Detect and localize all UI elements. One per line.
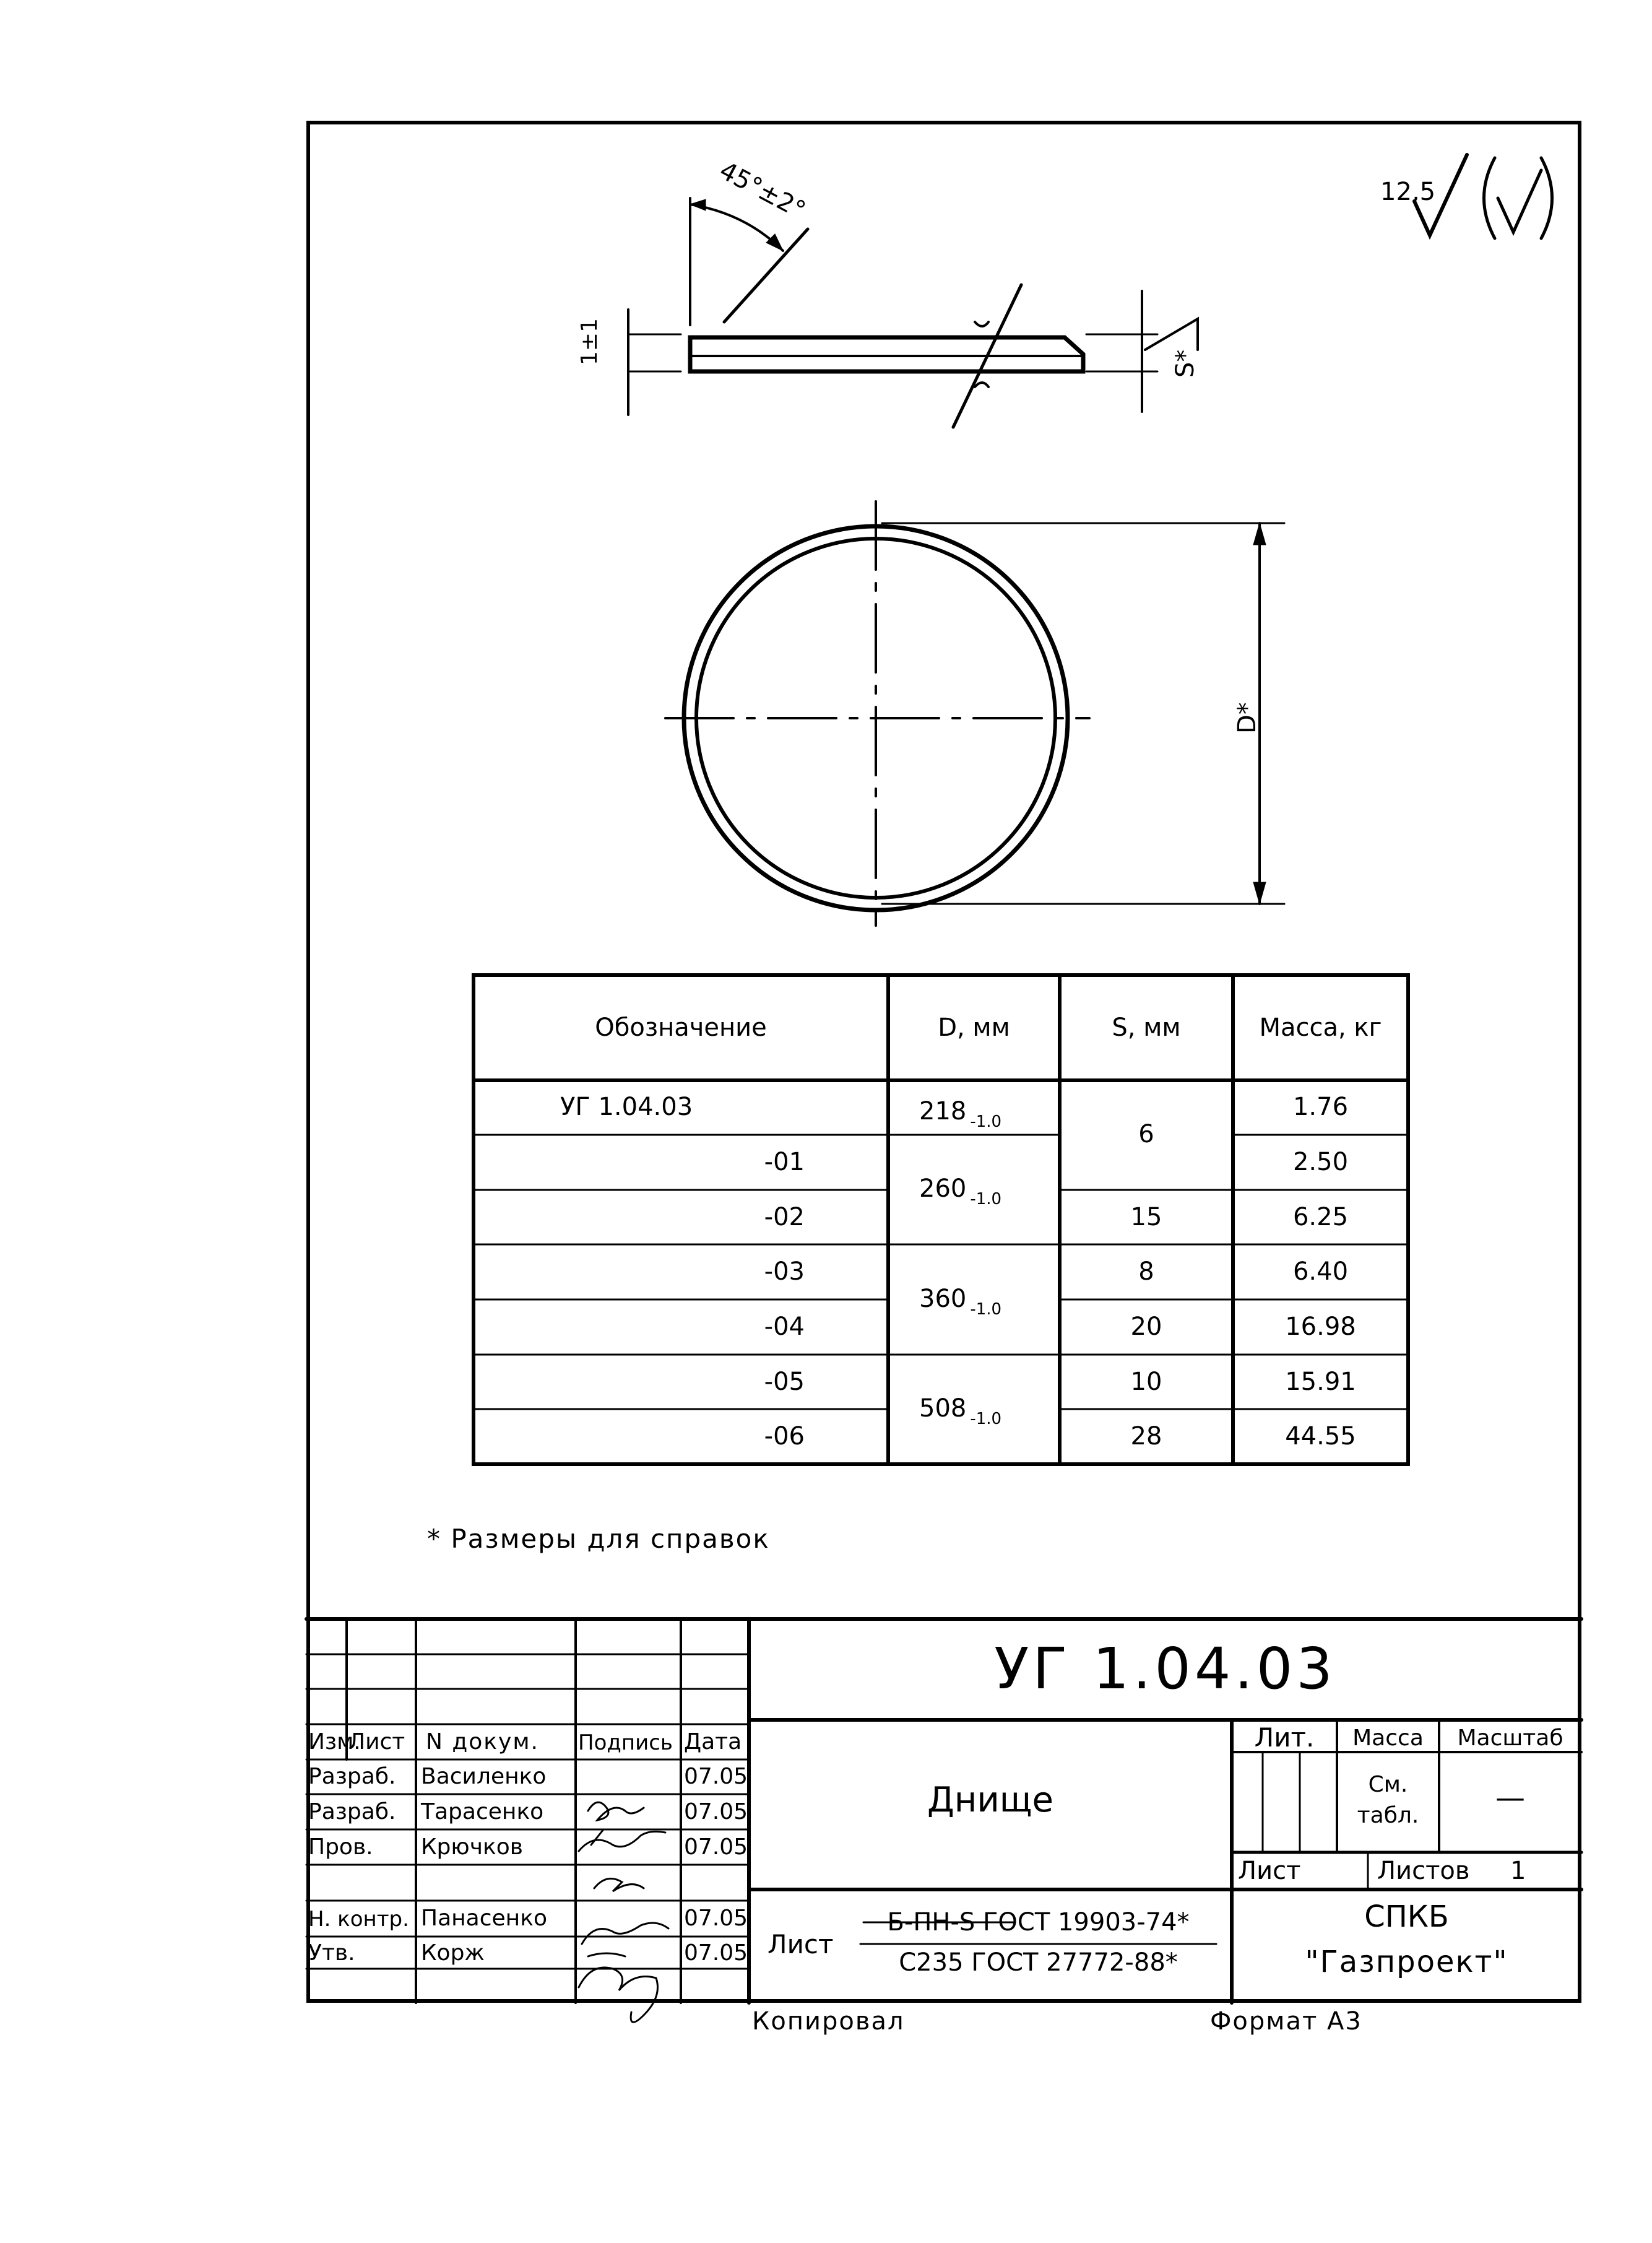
- material-bottom: С235 ГОСТ 27772-88*: [899, 1948, 1178, 1977]
- material-top: Б-ПН-S ГОСТ 19903-74*: [887, 1908, 1190, 1937]
- col-ndoc: N докум.: [426, 1729, 539, 1755]
- mass-value: 44.55: [1285, 1422, 1356, 1451]
- role: Утв.: [308, 1940, 355, 1966]
- s-value: 10: [1130, 1368, 1162, 1396]
- role: Разраб.: [308, 1764, 396, 1789]
- sign-date: 07.05: [684, 1799, 748, 1824]
- d-value: 260 $_{-1.0}$: [919, 1174, 1002, 1208]
- part-name: Днище: [927, 1780, 1053, 1820]
- table-row-designation: -02: [764, 1203, 805, 1231]
- d-value: 508 $_{-1.0}$: [919, 1394, 1002, 1428]
- header-mass: Масса, кг: [1259, 1013, 1382, 1042]
- d-value: 360 $_{-1.0}$: [919, 1285, 1002, 1319]
- org-line1: СПКБ: [1364, 1899, 1449, 1934]
- person-name: Панасенко: [421, 1906, 547, 1931]
- signatures: [579, 1802, 668, 2022]
- role: Пров.: [308, 1834, 373, 1860]
- header-d: D, мм: [938, 1013, 1010, 1042]
- table-row-designation: УГ 1.04.03: [560, 1093, 693, 1121]
- d-value: 218 $_{-1.0}$: [919, 1097, 1002, 1131]
- thickness-label: S*: [1171, 349, 1200, 378]
- material-prefix: Лист: [768, 1929, 834, 1959]
- person-name: Тарасенко: [421, 1799, 544, 1824]
- mass-value: 6.25: [1292, 1203, 1349, 1231]
- diameter-label: D*: [1233, 702, 1261, 734]
- scale-label: Масштаб: [1457, 1725, 1563, 1751]
- s-value: 6: [1138, 1120, 1154, 1148]
- mass-value: 16.98: [1285, 1312, 1356, 1341]
- col-list: Лист: [348, 1729, 405, 1755]
- table-row-designation: -01: [764, 1148, 805, 1176]
- role: Разраб.: [308, 1799, 396, 1824]
- mass-value: 2.50: [1292, 1148, 1349, 1176]
- roughness-label: 12,5: [1380, 178, 1436, 206]
- table-row-designation: -04: [764, 1312, 805, 1341]
- table-row-designation: -03: [764, 1257, 805, 1286]
- col-sign: Подпись: [578, 1730, 673, 1755]
- s-value: 8: [1138, 1257, 1154, 1286]
- angle-label: 45°±2°: [714, 156, 810, 225]
- sign-date: 07.05: [684, 1940, 748, 1966]
- col-izm: Изм.: [308, 1729, 361, 1755]
- gap-label: 1±1: [577, 318, 602, 365]
- sign-date: 07.05: [684, 1906, 748, 1931]
- col-date: Дата: [684, 1729, 742, 1755]
- sheets-label: Листов: [1377, 1857, 1470, 1885]
- mass-value: 6.40: [1292, 1257, 1349, 1286]
- person-name: Василенко: [421, 1764, 547, 1789]
- person-name: Корж: [421, 1940, 485, 1966]
- person-name: Крючков: [421, 1834, 523, 1860]
- s-value: 20: [1130, 1312, 1162, 1341]
- reference-note: * Размеры для справок: [427, 1524, 770, 1554]
- sign-date: 07.05: [684, 1834, 748, 1860]
- lit-label: Лит.: [1254, 1722, 1315, 1753]
- sheets-count: 1: [1510, 1857, 1526, 1885]
- mass-value-line2: табл.: [1357, 1803, 1419, 1828]
- mass-value: 15.91: [1285, 1368, 1356, 1396]
- mass-value: 1.76: [1292, 1093, 1349, 1121]
- header-designation: Обозначение: [595, 1013, 767, 1042]
- sign-date: 07.05: [684, 1764, 748, 1789]
- roughness-symbol-bracketed: [1484, 158, 1552, 238]
- s-value: 15: [1130, 1203, 1162, 1231]
- scale-value: —: [1495, 1781, 1525, 1815]
- header-s: S, мм: [1112, 1013, 1181, 1042]
- org-line2: "Газпроект": [1305, 1945, 1508, 1979]
- mass-label: Масса: [1352, 1725, 1424, 1751]
- s-value: 28: [1130, 1422, 1162, 1451]
- copied-label: Копировал: [752, 2007, 905, 2036]
- plate-profile: [690, 337, 1083, 371]
- mass-value-line1: См.: [1368, 1772, 1408, 1797]
- table-row-designation: -05: [764, 1368, 805, 1396]
- role: Н. контр.: [308, 1907, 409, 1932]
- doc-code: УГ 1.04.03: [994, 1636, 1336, 1702]
- format-label: Формат А3: [1210, 2007, 1362, 2036]
- sheet-label: Лист: [1238, 1857, 1301, 1885]
- table-row-designation: -06: [764, 1422, 805, 1451]
